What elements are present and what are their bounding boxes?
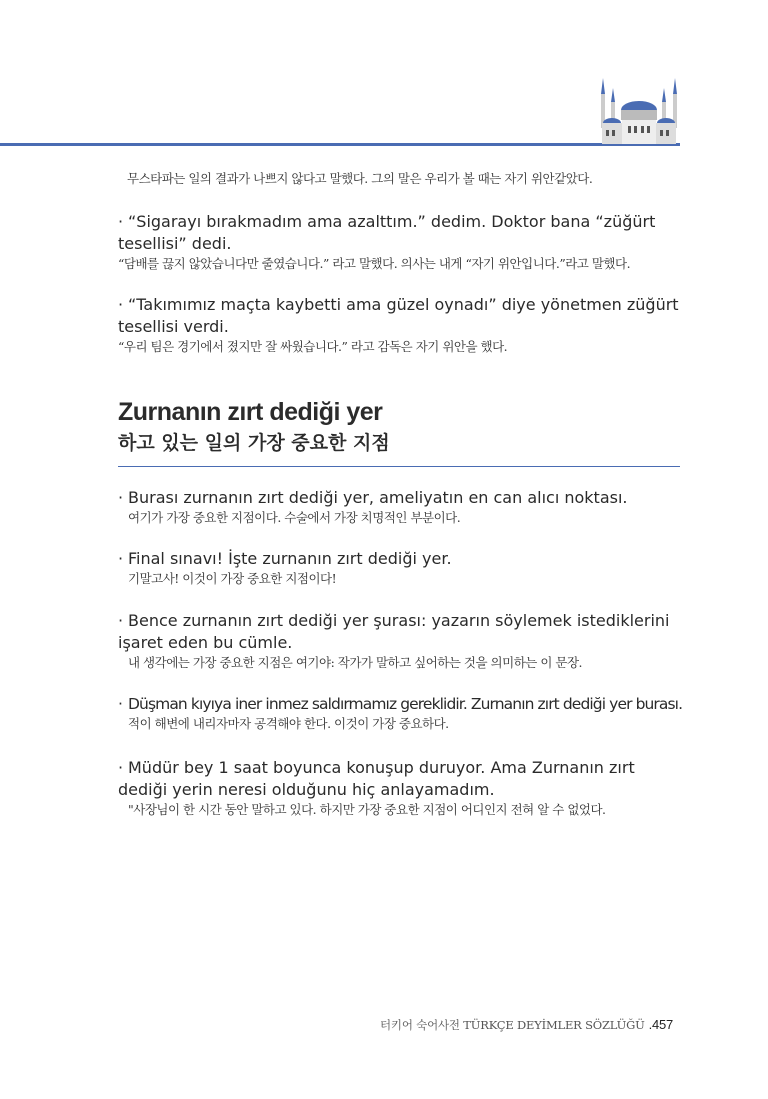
korean-translation: “담배를 끊지 않았습니다만 줄였습니다.” 라고 말했다. 의사는 내게 “자기 위안입니다.”라고 말했다.: [118, 256, 631, 271]
turkish-sentence: “Sigarayı bırakmadım ama azalttım.” dedim. Doktor bana “züğürt tesellisi” dedi.: [118, 212, 656, 253]
intro-korean: 무스타파는 일의 결과가 나쁘지 않다고 말했다. 그의 말은 우리가 볼 때는 자기 위안같았다.: [127, 171, 593, 186]
turkish-sentence: Final sınavı! İşte zurnanın zırt dediği yer.: [128, 549, 452, 568]
idiom-meaning: 하고 있는 일의 가장 중요한 지점: [118, 432, 390, 454]
example-item: [118, 548, 688, 588]
bullet: ·: [118, 549, 124, 568]
mosque-icon: [598, 78, 680, 144]
idiom-title: Zurnanın zırt dediği yer: [118, 398, 383, 426]
korean-translation: "사장님이 한 시간 동안 말하고 있다. 하지만 가장 중요한 지점이 어디인지 전혀 알 수 없었다.: [128, 802, 606, 817]
turkish-sentence: Müdür bey 1 saat boyunca konuşup duruyor. Ama Zurnanın zırt dediği yerin neresi olduğunu hiç anlayamadım.: [118, 758, 635, 799]
turkish-sentence: “Takımımız maçta kaybetti ama güzel oynadı” diye yönetmen züğürt tesellisi verdi.: [118, 295, 679, 336]
page-number: .457: [648, 1017, 674, 1032]
example-item: [118, 757, 688, 819]
example-item: [118, 693, 688, 733]
bullet: ·: [118, 758, 124, 777]
example-item: [118, 610, 688, 672]
bullet: ·: [118, 212, 124, 231]
bullet: ·: [118, 695, 123, 713]
korean-translation: “우리 팀은 경기에서 졌지만 잘 싸웠습니다.” 라고 감독은 자기 위안을 했다.: [118, 339, 508, 354]
bullet: ·: [118, 295, 124, 314]
example-item: [118, 487, 688, 527]
korean-translation: 기말고사! 이것이 가장 중요한 지점이다!: [128, 571, 337, 586]
page-footer: [380, 1017, 673, 1033]
korean-translation: 여기가 가장 중요한 지점이다. 수술에서 가장 치명적인 부분이다.: [128, 510, 461, 525]
bullet: ·: [118, 611, 124, 630]
turkish-sentence: Burası zurnanın zırt dediği yer, ameliyatın en can alıcı noktası.: [128, 488, 628, 507]
section-divider: [118, 466, 680, 467]
turkish-sentence: Düşman kıyıya iner inmez saldırmamız gereklidir. Zurnanın zırt dediği yer burası.: [128, 695, 683, 713]
bullet: ·: [118, 488, 124, 507]
example-item: [118, 211, 688, 273]
example-item: [118, 294, 688, 356]
turkish-sentence: Bence zurnanın zırt dediği yer şurası: yazarın söylemek istediklerini işaret eden bu cümle.: [118, 611, 670, 652]
header-rule: [0, 143, 680, 146]
book-title: 터키어 숙어사전 TÜRKÇE DEYİMLER SÖZLÜĞÜ: [380, 1018, 645, 1032]
korean-translation: 내 생각에는 가장 중요한 지점은 여기야: 작가가 말하고 싶어하는 것을 의미하는 이 문장.: [128, 655, 582, 670]
korean-translation: 적이 해변에 내리자마자 공격해야 한다. 이것이 가장 중요하다.: [128, 716, 449, 731]
